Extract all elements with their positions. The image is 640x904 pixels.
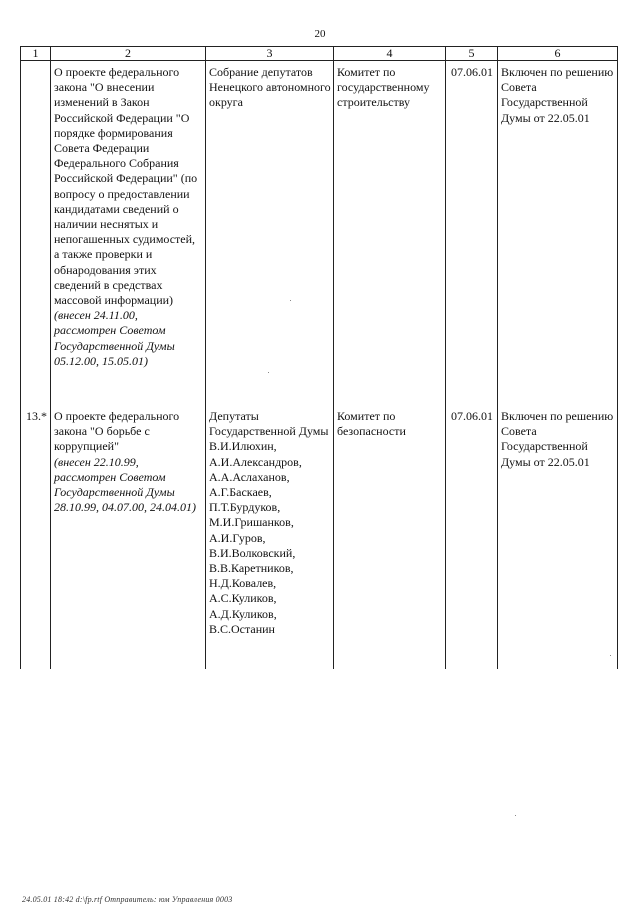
bill-title: О проекте федерального закона "О внесении изменений в Закон Российской Федерации "О порядке формирования Совета Федерации Федерального Собрания Российской Федерации" (по вопросу о предоставлении кандидатами сведений о наличии неснятых и непогашенных судимостей, а также проверки и обнародования этих сведений в средствах массовой информации)	[54, 65, 198, 308]
column-header: 6	[498, 47, 618, 61]
scan-speck	[515, 815, 516, 816]
initiator-line: А.А.Аслаханов,	[209, 469, 290, 484]
bill-note: (внесен 22.10.99, рассмотрен Советом Государственной Думы 28.10.99, 04.07.00, 24.04.01)	[54, 454, 196, 515]
bill-title: О проекте федерального закона "О борьбе с коррупцией"	[54, 409, 180, 454]
column-header: 2	[51, 47, 206, 61]
initiator-line: Депутаты Государственной Думы	[209, 409, 329, 439]
bill-title-cell	[51, 61, 206, 406]
status-cell: Включен по решению Совета Государственной Думы от 22.05.01	[498, 61, 618, 406]
initiator-line: П.Т.Бурдуков,	[209, 500, 281, 515]
scan-speck	[290, 300, 291, 301]
initiator-line: А.Г.Баскаев,	[209, 485, 272, 500]
initiator-line: А.И.Гуров,	[209, 530, 266, 545]
column-header: 3	[206, 47, 334, 61]
header-row	[21, 47, 618, 61]
column-header: 5	[446, 47, 498, 61]
initiator-line: В.И.Илюхин,	[209, 439, 277, 454]
initiator-line: В.В.Каретников,	[209, 561, 294, 576]
status-cell: Включен по решению Совета Государственной Думы от 22.05.01	[498, 405, 618, 669]
committee-cell: Комитет по безопасности	[334, 405, 446, 669]
bill-title-cell	[51, 405, 206, 669]
initiator-line: М.И.Гришанков,	[209, 515, 294, 530]
initiator-line: В.И.Волковский,	[209, 545, 296, 560]
initiator-line: В.С.Останин	[209, 621, 275, 636]
row-number: 13.*	[21, 405, 51, 669]
initiator-cell	[206, 61, 334, 406]
scan-speck	[610, 655, 611, 656]
column-header: 1	[21, 47, 51, 61]
column-header: 4	[334, 47, 446, 61]
table-row	[21, 405, 618, 669]
table-row	[21, 61, 618, 406]
initiator-cell	[206, 405, 334, 669]
initiator-line: А.С.Куликов,	[209, 591, 277, 606]
date-cell: 07.06.01	[446, 405, 498, 669]
initiator-line: Собрание депутатов Ненецкого автономного округа	[209, 65, 331, 110]
fax-footer: 24.05.01 18:42 d:\fp.rtf Отправитель: юм Управления 0003	[22, 895, 233, 904]
page-number: 20	[314, 28, 326, 40]
date-cell: 07.06.01	[446, 61, 498, 406]
initiator-line: Н.Д.Ковалев,	[209, 576, 277, 591]
bill-note: (внесен 24.11.00, рассмотрен Советом Государственной Думы 05.12.00, 15.05.01)	[54, 308, 175, 368]
committee-cell: Комитет по государственному строительству	[334, 61, 446, 406]
initiator-line: А.И.Александров,	[209, 454, 302, 469]
scan-speck	[268, 372, 269, 373]
initiator-line: А.Д.Куликов,	[209, 606, 277, 621]
row-number	[21, 61, 51, 406]
bills-table	[20, 46, 618, 669]
